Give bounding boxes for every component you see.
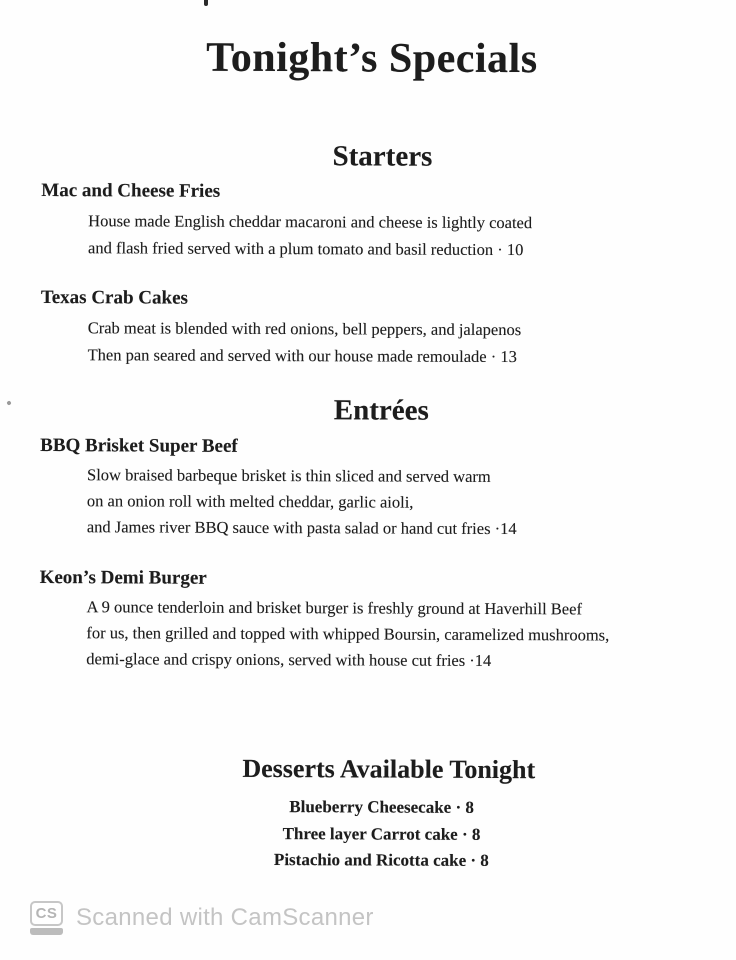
menu-item-description (87, 462, 734, 543)
menu-item-description-line: and flash fried served with a plum tomato and basil reduction · 10 (88, 238, 524, 260)
menu-title: Tonight’s Specials (206, 34, 538, 83)
scan-artifact (204, 0, 208, 6)
camscanner-logo-base (30, 928, 63, 935)
menu-item-mac-and-cheese-fries (0, 180, 735, 264)
menu-item-description-line: on an onion roll with melted cheddar, garlic aioli, (86, 491, 414, 512)
menu-item-texas-crab-cakes (0, 287, 735, 371)
camscanner-logo-cs: CS (30, 901, 63, 926)
menu-item-description-line: Crab meat is blended with red onions, bell peppers, and jalapenos (87, 318, 522, 340)
menu-item-bbq-brisket-super-beef (0, 435, 734, 543)
camscanner-text: Scanned with CamScanner (76, 904, 374, 931)
menu-item-description-line: and James river BBQ sauce with pasta salad or hand cut fries ·14 (86, 517, 517, 539)
menu-item-description-line: Slow braised barbeque brisket is thin sliced and served warm (87, 465, 491, 486)
menu-item-name: Texas Crab Cakes (40, 287, 188, 309)
menu-item-description-line: A 9 ounce tenderloin and brisket burger is freshly ground at Haverhill Beef (86, 597, 583, 619)
menu-item-description (86, 594, 733, 675)
section-starters (0, 141, 736, 371)
camscanner-footer (30, 901, 374, 935)
menu-item-description (88, 207, 735, 264)
section-entrees (0, 395, 734, 675)
menu-item-name: Keon’s Demi Burger (39, 567, 207, 589)
menu-item-description-line: House made English cheddar macaroni and cheese is lightly coated (88, 211, 533, 233)
menu-item-name: Mac and Cheese Fries (41, 180, 221, 202)
menu-content (0, 33, 736, 876)
dessert-list (13, 793, 736, 876)
menu-item-description-line: Then pan seared and served with our house made remoulade · 13 (87, 345, 517, 367)
section-heading-entrees: Entrées (333, 394, 429, 427)
dessert-item: Pistachio and Ricotta cake · 8 (273, 850, 489, 870)
section-heading-starters: Starters (332, 140, 433, 173)
dessert-item: Blueberry Cheesecake · 8 (289, 797, 474, 817)
camscanner-logo-icon (30, 901, 63, 935)
menu-item-description (88, 314, 735, 371)
desserts-heading: Desserts Available Tonight (242, 753, 536, 785)
dessert-item: Three layer Carrot cake · 8 (282, 823, 481, 844)
section-desserts (0, 753, 733, 876)
menu-item-description-line: for us, then grilled and topped with whipped Boursin, caramelized mushrooms, (86, 623, 610, 645)
menu-item-description-line: demi-glace and crispy onions, served with house cut fries ·14 (86, 649, 492, 670)
menu-item-keons-demi-burger (0, 567, 734, 675)
menu-item-name: BBQ Brisket Super Beef (40, 435, 238, 457)
